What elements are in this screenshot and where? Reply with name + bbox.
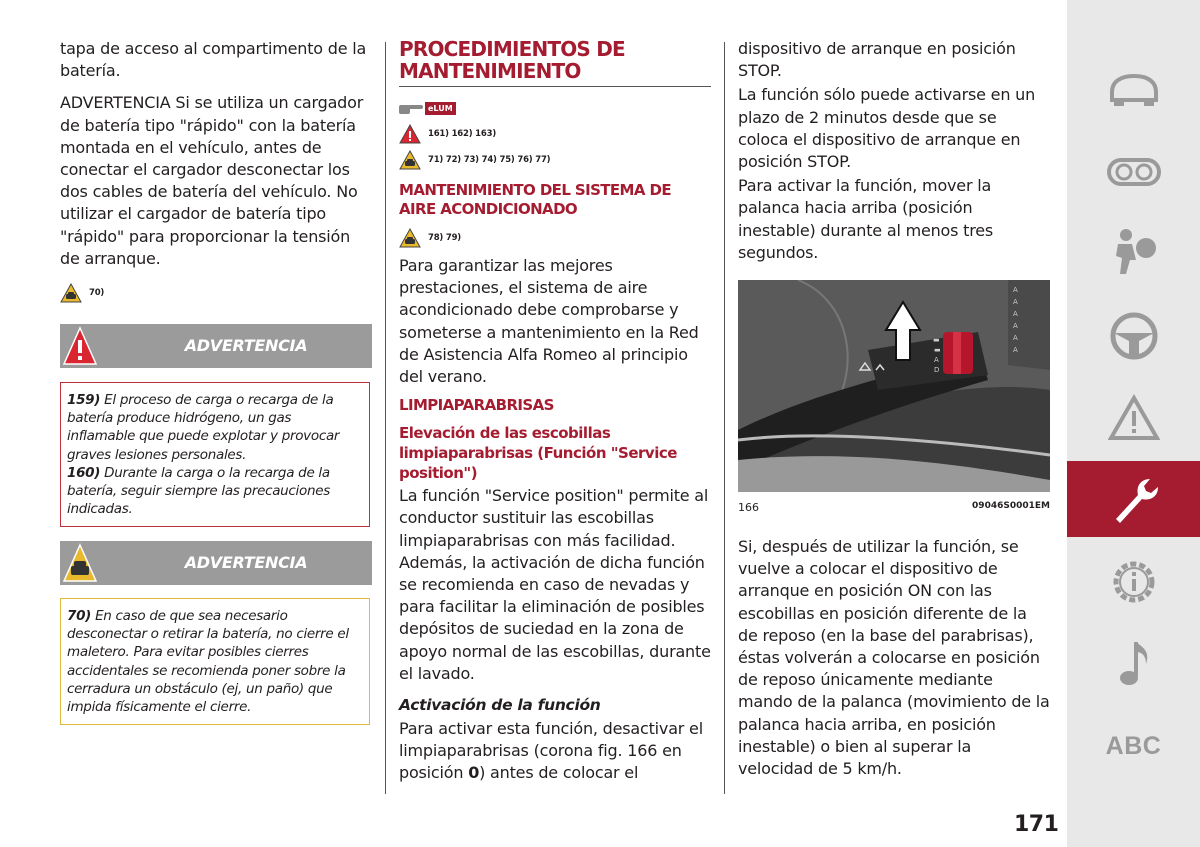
section-title: PROCEDIMIENTOS DE MANTENIMIENTO [399,38,711,87]
figure-caption [738,501,1050,514]
pointing-hand-icon [399,101,423,115]
danger-icon [399,124,421,144]
warning-label: ADVERTENCIA [184,336,308,355]
warning-label: ADVERTENCIA [184,553,308,572]
reference-line [399,121,711,147]
warning-text: El proceso de carga o recarga de la batería produce hidrógeno, un gas inflamable que puede explotar y provocar graves lesiones personales. [67,392,340,463]
dashboard-icon [1106,152,1162,192]
warning-header-danger [60,324,372,368]
warning-text: Durante la carga o la recarga de la batería, seguir siempre las precauciones indicadas. [67,464,330,518]
figure-number: 166 [738,501,759,515]
car-icon [1106,68,1162,108]
svg-text:A: A [1013,346,1018,355]
svg-text:D: D [934,366,940,375]
index-label: ABC [1105,731,1162,760]
caution-car-icon [62,543,98,583]
column-2 [399,38,711,795]
warning-number: 159) [67,392,101,408]
airbag-icon [1108,226,1160,278]
wiper-lever-illustration [738,280,1050,492]
info-icon [1108,556,1160,608]
warning-text: En caso de que sea necesario desconectar o retirar la batería, no cierre el maletero. Para evitar posibles cierres accidentales se recomienda poner sobre la cerradura un obstáculo (ej, un paño) que impida físicamente el cierre. [67,608,349,716]
reference-line [399,147,711,173]
warning-box-caution [60,598,370,725]
steering-wheel-icon [1109,311,1159,361]
warning-icon [1108,394,1160,442]
sidebar-item-dashboard[interactable] [1067,136,1200,208]
svg-text:A: A [934,356,939,365]
danger-icon [62,326,98,366]
figure-166-wiper-lever [738,280,1050,492]
music-icon [1112,638,1156,690]
column-divider-1 [385,42,386,794]
warning-number: 70) [67,608,92,624]
chapter-sidebar [1067,0,1200,847]
reference-numbers: 71) 72) 73) 74) 75) 76) 77) [428,155,551,165]
column-1 [60,38,372,716]
svg-text:A: A [1013,334,1018,343]
minor-heading: Activación de la función [399,696,601,715]
reference-numbers: 78) 79) [428,233,461,243]
elum-badge: eLUM [425,102,456,115]
sidebar-item-warnings[interactable] [1067,382,1200,454]
column-divider-2 [724,42,725,794]
svg-text:A: A [1013,322,1018,331]
elum-line [399,95,711,121]
warning-number: 160) [67,464,101,481]
reference-line [399,225,711,251]
sidebar-item-driving[interactable] [1067,300,1200,372]
paragraph: Para activar la función, mover la palanca hacia arriba (posición inestable) durante al menos tres segundos. [738,176,994,262]
svg-text:A: A [1013,298,1018,307]
page-number: 171 [1014,812,1059,837]
paragraph: Si, después de utilizar la función, se vuelve a colocar el dispositivo de arranque en posición ON con las escobillas en posición diferente de la de reposo (en la base del parabrisas), éstas volverán a colocarse en posición de reposo únicamente mediante mando de la palanca (movimiento de la palanca hacia arriba, en posición inestable) o bien al superar la velocidad de 5 km/h. [738,537,1050,779]
wrench-icon [1108,473,1160,525]
sidebar-item-maintenance[interactable] [1067,461,1200,537]
svg-text:A: A [1013,310,1018,319]
svg-text:▬: ▬ [933,336,940,345]
sub-subsection-title: Elevación de las escobillas limpiaparabrisas (Función "Service position") [399,424,677,483]
caution-car-icon [60,283,82,303]
paragraph: Para garantizar las mejores prestaciones, el sistema de aire acondicionado debe comprobarse y someterse a mantenimiento en la Red de Asistencia Alfa Romeo al principio del verano. [399,256,699,387]
sidebar-item-car[interactable] [1067,52,1200,124]
svg-text:A: A [1013,286,1018,295]
sidebar-item-index[interactable] [1067,710,1200,782]
subsection-title: LIMPIAPARABRISAS [399,396,554,415]
paragraph: La función sólo puede activarse en un plazo de 2 minutos desde que se coloca el dispositivo de arranque en posición STOP. [738,85,1036,172]
column-3 [738,38,1050,790]
paragraph: La función "Service position" permite al conductor sustituir las escobillas limpiaparabrisas con más facilidad. Además, la activación de dicha función se recomienda en caso de nevadas y para facilitar la eliminación de posibles depósitos de suciedad en la zona de apoyo normal de las escobillas, durante el lavado. [399,486,711,683]
paragraph: dispositivo de arranque en posición STOP. [738,39,1016,81]
reference-line [60,280,372,306]
paragraph: Para activar esta función, desactivar el limpiaparabrisas (corona fig. 166 en posición 0) antes de colocar el [399,719,703,783]
svg-text:▬: ▬ [934,346,941,355]
sidebar-item-multimedia[interactable] [1067,628,1200,700]
warning-box-danger [60,382,370,527]
warning-header-caution [60,541,372,585]
caution-car-icon [399,150,421,170]
figure-code: 09046S0001EM [972,501,1050,512]
paragraph: ADVERTENCIA Si se utiliza un cargador de batería tipo "rápido" con la batería montada en el vehículo, antes de conectar el cargador desconectar los dos cables de batería del vehículo. No utilizar el cargador de batería tipo "rápido" para proporcionar la tensión de arranque. [60,93,364,268]
subsection-title: MANTENIMIENTO DEL SISTEMA DE AIRE ACONDICIONADO [399,181,672,218]
reference-numbers: 161) 162) 163) [428,129,497,139]
sidebar-item-airbag[interactable] [1067,216,1200,288]
sidebar-item-technical-data[interactable] [1067,546,1200,618]
caution-car-icon [399,228,421,248]
reference-numbers: 70) [89,288,105,299]
paragraph: tapa de acceso al compartimento de la batería. [60,39,367,81]
